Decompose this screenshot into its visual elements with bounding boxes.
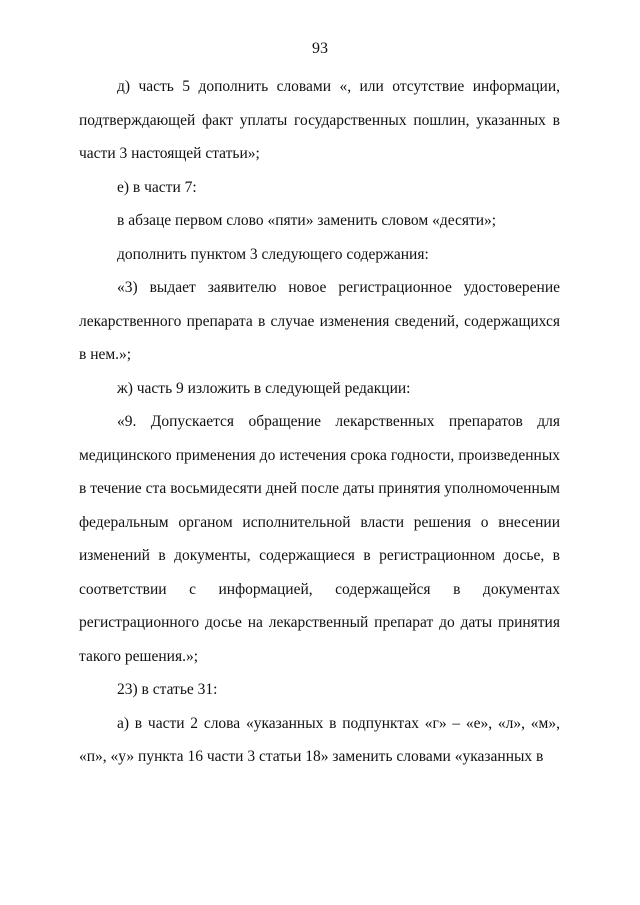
paragraph-add-point-3: дополнить пунктом 3 следующего содержания: xyxy=(117,245,429,263)
paragraph-e-part-7: е) в части 7: xyxy=(117,178,197,196)
page-number: 93 xyxy=(312,40,328,57)
paragraph-a-part-2: а) в части 2 слова «указанных в подпунктах «г» – «е», «л», «м», «п», «у» пункта 16 части 3 статьи 18» заменить словами «указанных в xyxy=(79,714,560,765)
paragraph-first-abzac: в абзаце первом слово «пяти» заменить словом «десяти»; xyxy=(117,212,497,229)
paragraph-d-part-5: д) часть 5 дополнить словами «, или отсутствие информации, подтверждающей факт уплаты государственных пошлин, указанных в части 3 настоящей статьи»; xyxy=(79,78,560,162)
paragraph-23-article-31: 23) в статье 31: xyxy=(117,681,218,698)
paragraph-zh-part-9: ж) часть 9 изложить в следующей редакции: xyxy=(117,379,411,397)
paragraph-point-3-text: «3) выдает заявителю новое регистрационное удостоверение лекарственного препарата в случае изменения сведений, содержащихся в нем.»; xyxy=(79,279,560,363)
document-body xyxy=(79,70,560,774)
paragraph-part-9-text: «9. Допускается обращение лекарственных препаратов для медицинского применения до истечения срока годности, произведенных в течение ста восьмидесяти дней после даты принятия уполномоченным федеральным органом исполнительной власти решения о внесении изменений в документы, содержащиеся в регистрационном досье, в соответствии с информацией, содержащейся в документах регистрационного досье на лекарственный препарат до даты принятия такого решения.»; xyxy=(79,413,560,665)
